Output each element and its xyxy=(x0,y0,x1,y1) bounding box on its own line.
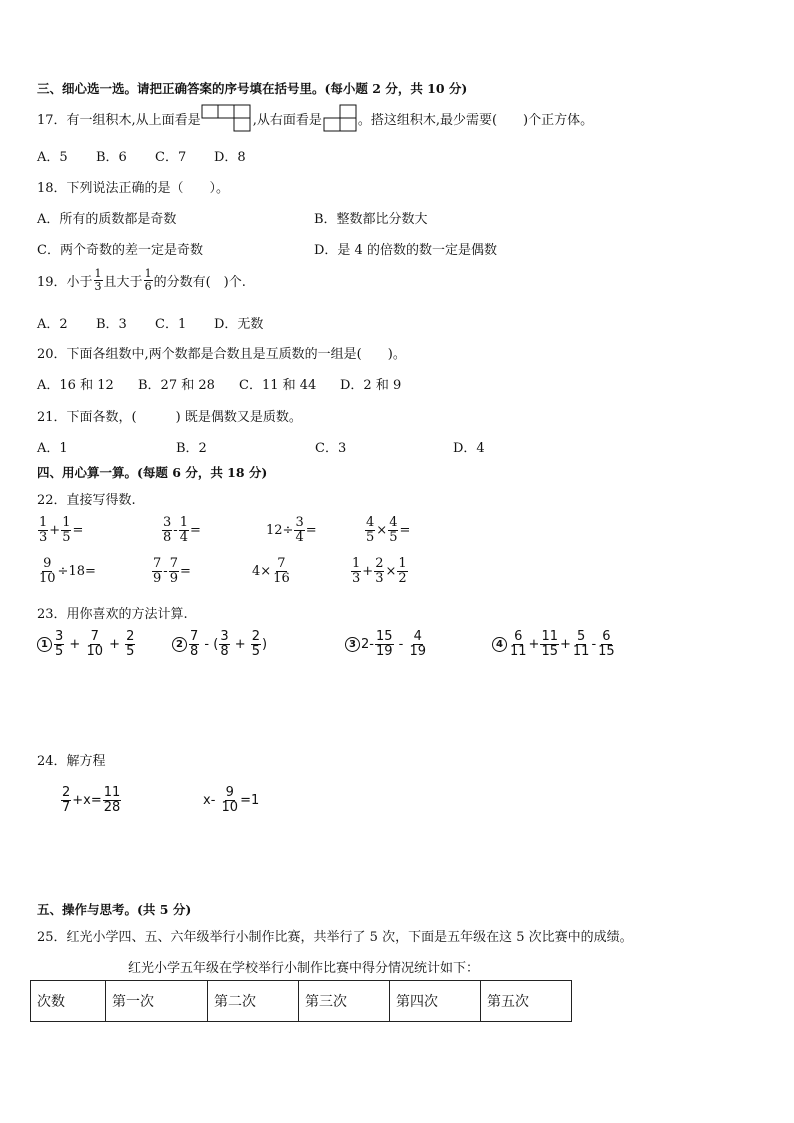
q20-option-d: D．2 和 9 xyxy=(340,378,402,393)
circled-number: 1 xyxy=(37,637,52,652)
q19-text-a: 19．小于 xyxy=(37,274,93,290)
fraction: $\frac{7}{9}$ xyxy=(153,556,162,586)
q23-expr-2: 2 $\frac{7}{8}$ - ( $\frac{3}{8}$ + $\frac{2}{5}$ ) xyxy=(172,630,267,658)
q24-equation-2: x- $\frac{9}{10}$ =1 xyxy=(203,785,260,815)
q22-item-7: 4× $\frac{7}{16}$ xyxy=(252,556,290,586)
fraction: $\frac{1}{3}$ xyxy=(352,556,361,586)
fraction: $\frac{1}{3}$ xyxy=(94,267,102,293)
q19-text-c: 的分数有( )个. xyxy=(153,274,246,290)
q22-item-6: $\frac{7}{9}$ - $\frac{7}{9}$ = xyxy=(153,556,191,586)
fraction: $\frac{4}{19}$ xyxy=(409,629,427,659)
q22-item-1: $\frac{1}{3}$ + $\frac{1}{5}$ = xyxy=(39,515,84,545)
fraction: $\frac{7}{8}$ xyxy=(190,629,199,659)
section4-title: 四、用心算一算。(每题 6 分，共 18 分) xyxy=(37,465,268,480)
q22-item-8: $\frac{1}{3}$ + $\frac{2}{3}$ × $\frac{1}{2}$ xyxy=(352,556,407,586)
q25-text: 25．红光小学四、五、六年级举行小制作比赛，共举行了 5 次，下面是五年级在这 5 次比赛中的成绩。 xyxy=(37,930,633,945)
q19-option-a: A．2 xyxy=(37,317,68,332)
q22-item-2: $\frac{3}{8}$ - $\frac{1}{4}$ = xyxy=(163,515,201,545)
q24-title: 24．解方程 xyxy=(37,754,106,769)
table-caption: 红光小学五年级在学校举行小制作比赛中得分情况统计如下： xyxy=(128,961,480,976)
q23-expr-1: 1 $\frac{3}{5}$ + $\frac{7}{10}$ + $\frac{2}{5}$ xyxy=(37,630,136,658)
q21-option-b: B．2 xyxy=(176,441,207,456)
q17-text-a: 17．有一组积木,从上面看是 xyxy=(37,112,201,128)
table-header-cell: 第一次 xyxy=(106,981,208,1022)
fraction: $\frac{1}{4}$ xyxy=(179,515,188,545)
fraction: $\frac{7}{10}$ xyxy=(86,629,103,659)
table-header-cell: 第三次 xyxy=(299,981,390,1022)
circled-number: 3 xyxy=(345,637,360,652)
q20-option-b: B．27 和 28 xyxy=(138,378,215,393)
table-row xyxy=(31,981,572,1022)
fraction: $\frac{3}{5}$ xyxy=(55,629,64,659)
q19-option-c: C．1 xyxy=(155,317,187,332)
fraction: $\frac{11}{15}$ xyxy=(541,629,558,659)
q22-item-5: $\frac{9}{10}$ ÷18= xyxy=(39,556,96,586)
table-header-cell: 第五次 xyxy=(481,981,572,1022)
q18-option-c: C．两个奇数的差一定是奇数 xyxy=(37,243,203,258)
fraction: $\frac{7}{9}$ xyxy=(169,556,178,586)
q20-text: 20．下面各组数中,两个数都是合数且是互质数的一组是( )。 xyxy=(37,347,406,362)
q19-option-d: D．无数 xyxy=(214,317,264,332)
q23-title: 23．用你喜欢的方法计算. xyxy=(37,607,188,622)
top-view-figure xyxy=(201,104,253,132)
fraction: $\frac{2}{7}$ xyxy=(62,785,71,815)
q18-option-a: A．所有的质数都是奇数 xyxy=(37,212,177,227)
circled-number: 2 xyxy=(172,637,187,652)
right-view-figure xyxy=(322,104,358,132)
fraction: $\frac{2}{5}$ xyxy=(251,629,261,659)
q19-option-b: B．3 xyxy=(96,317,127,332)
fraction: $\frac{7}{16}$ xyxy=(273,556,290,586)
table-header-cell: 第四次 xyxy=(390,981,481,1022)
q22-item-3: 12÷ $\frac{3}{4}$ = xyxy=(266,515,317,545)
q20-option-c: C．11 和 44 xyxy=(239,378,317,393)
score-table xyxy=(30,980,572,1022)
q24-equation-1: $\frac{2}{7}$ +x= $\frac{11}{28}$ xyxy=(62,785,121,815)
fraction: $\frac{1}{6}$ xyxy=(144,267,152,293)
fraction: $\frac{2}{5}$ xyxy=(126,629,135,659)
q18-text: 18．下列说法正确的是（ ）。 xyxy=(37,181,230,196)
q21-option-a: A．1 xyxy=(37,441,68,456)
q17-option-a: A．5 xyxy=(37,150,68,165)
q23-expr-4: 4 $\frac{6}{11}$ + $\frac{11}{15}$ + $\frac{5}{11}$ - $\frac{6}{15}$ xyxy=(492,630,617,658)
fraction: $\frac{4}{5}$ xyxy=(389,515,398,545)
fraction: $\frac{3}{8}$ xyxy=(220,629,229,659)
q17-option-d: D．8 xyxy=(214,150,246,165)
q17-option-b: B．6 xyxy=(96,150,127,165)
fraction: $\frac{1}{2}$ xyxy=(398,556,407,586)
fraction: $\frac{1}{3}$ xyxy=(39,515,48,545)
table-header-cell: 次数 xyxy=(31,981,106,1022)
q18-option-b: B．整数都比分数大 xyxy=(314,212,428,227)
circled-number: 4 xyxy=(492,637,507,652)
fraction: $\frac{6}{15}$ xyxy=(598,629,615,659)
q23-expr-3: 3 2- $\frac{15}{19}$ - $\frac{4}{19}$ xyxy=(345,630,428,658)
fraction: $\frac{9}{10}$ xyxy=(221,785,239,815)
fraction: $\frac{1}{5}$ xyxy=(62,515,71,545)
fraction: $\frac{15}{19}$ xyxy=(375,629,393,659)
q19-text-b: 且大于 xyxy=(103,274,143,290)
fraction: $\frac{5}{11}$ xyxy=(572,629,590,659)
fraction: $\frac{4}{5}$ xyxy=(366,515,375,545)
fraction: $\frac{2}{3}$ xyxy=(375,556,384,586)
section5-title: 五、操作与思考。(共 5 分) xyxy=(37,902,192,917)
q21-text: 21．下面各数，( ) 既是偶数又是质数。 xyxy=(37,410,302,425)
q17 xyxy=(37,104,593,132)
fraction: $\frac{9}{10}$ xyxy=(39,556,56,586)
fraction: $\frac{3}{4}$ xyxy=(295,515,304,545)
q17-text-c: 。搭这组积木,最少需要( )个正方体。 xyxy=(357,112,594,128)
q18-option-d: D．是 4 的倍数的数一定是偶数 xyxy=(314,243,497,258)
table-header-cell: 第二次 xyxy=(208,981,299,1022)
q17-option-c: C．7 xyxy=(155,150,187,165)
fraction: $\frac{11}{28}$ xyxy=(103,785,121,815)
q19 xyxy=(37,268,246,292)
q17-text-b: ,从右面看是 xyxy=(252,112,322,128)
q22-title: 22．直接写得数. xyxy=(37,493,136,508)
section3-title: 三、细心选一选。请把正确答案的序号填在括号里。(每小题 2 分，共 10 分) xyxy=(37,81,468,96)
fraction: $\frac{3}{8}$ xyxy=(163,515,172,545)
fraction: $\frac{6}{11}$ xyxy=(510,629,527,659)
q21-option-d: D．4 xyxy=(453,441,485,456)
q22-item-4: $\frac{4}{5}$ × $\frac{4}{5}$ = xyxy=(366,515,411,545)
q21-option-c: C．3 xyxy=(315,441,347,456)
q20-option-a: A．16 和 12 xyxy=(37,378,114,393)
